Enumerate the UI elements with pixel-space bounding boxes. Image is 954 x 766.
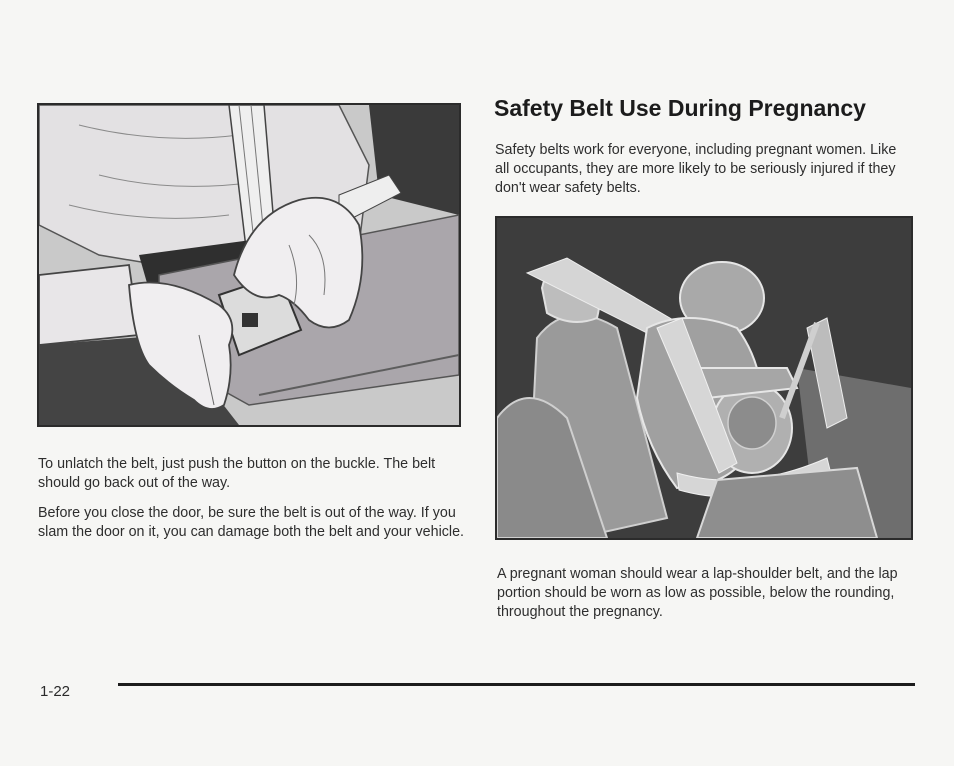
unlatch-instructions: To unlatch the belt, just push the button on the buckle. The belt should go back out of the way. xyxy=(38,456,436,491)
door-warning: Before you close the door, be sure the belt is out of the way. If you slam the door on it, you can damage both the belt and your vehicle. xyxy=(38,505,464,540)
pregnant-occupant-illustration xyxy=(495,216,913,540)
lap-belt-caption: A pregnant woman should wear a lap-shoulder belt, and the lap portion should be worn as low as possible, below the rounding, throughout the pregnancy. xyxy=(497,566,898,620)
section-heading: Safety Belt Use During Pregnancy xyxy=(494,95,866,121)
footer-rule xyxy=(118,683,915,686)
buckle-release-illustration xyxy=(37,103,461,427)
page-number: 1-22 xyxy=(40,683,71,700)
pregnancy-intro: Safety belts work for everyone, including pregnant women. Like all occupants, they are more likely to be seriously injured if they don't wear safety belts. xyxy=(495,142,897,196)
